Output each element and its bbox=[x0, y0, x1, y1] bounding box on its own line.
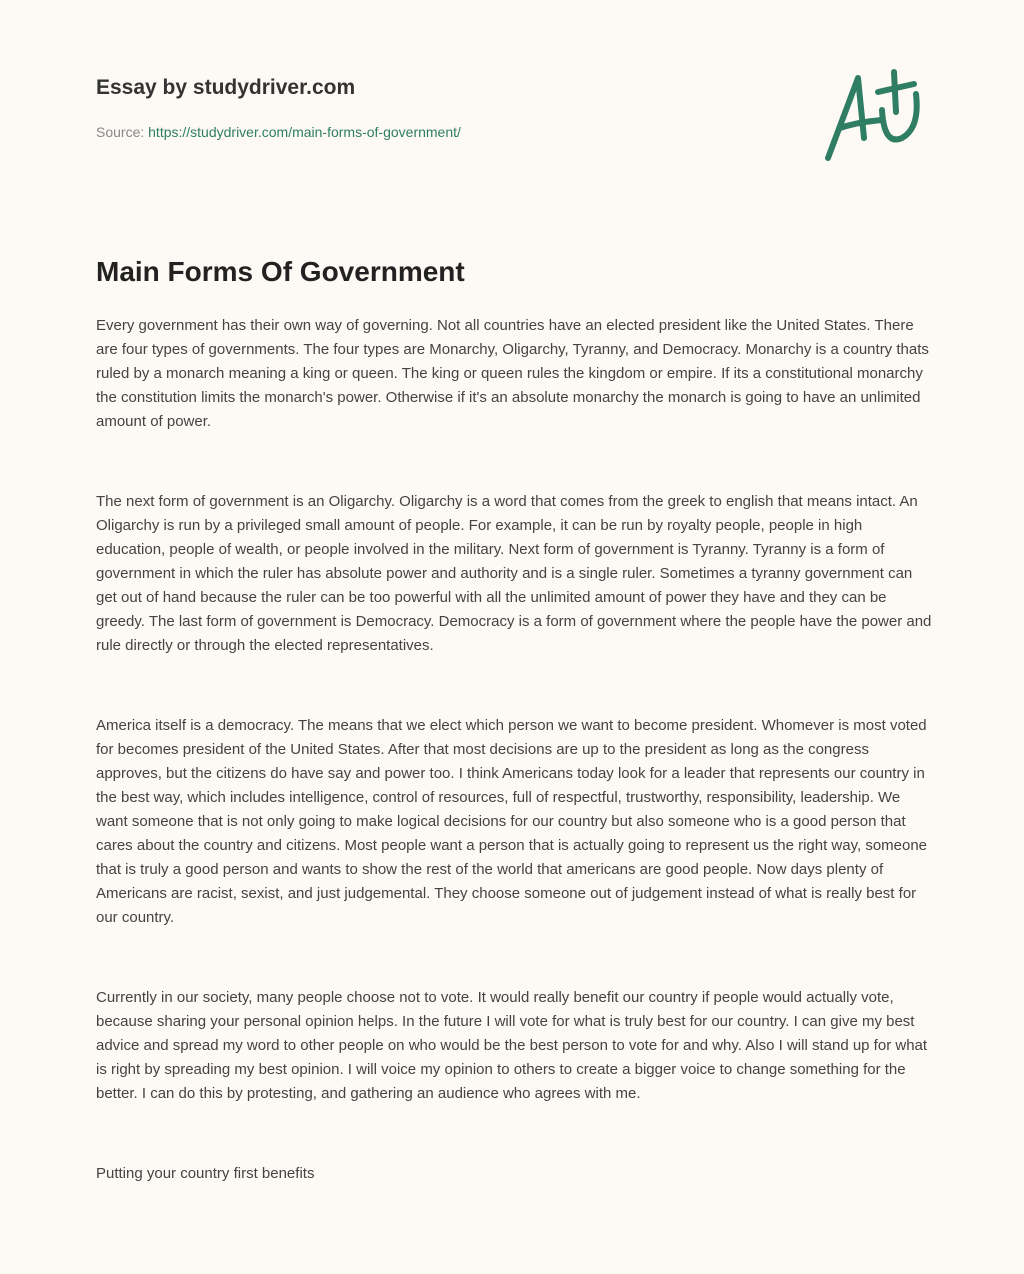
site-title: Essay by studydriver.com bbox=[96, 76, 356, 99]
essay-paragraph: The next form of government is an Oligarchy. Oligarchy is a word that comes from the greek to english that means intact. An Oligarchy is run by a privileged small amount of people. For example, it can be run by royalty people, people in high education, people of wealth, or people involved in the military. Next form of government is Tyranny. Tyranny is a form of government in which the ruler has absolute power and authority and is a single ruler. Sometimes a tyranny government can get out of hand because the ruler can be too powerful with all the unlimited amount of power they have and they can be greedy. The last form of government is Democracy. Democracy is a form of government where the people have the power and rule directly or through the elected representatives. bbox=[96, 493, 932, 654]
essay-paragraph: Putting your country first benefits bbox=[96, 1165, 315, 1182]
source-link[interactable]: https://studydriver.com/main-forms-of-government/ bbox=[148, 124, 461, 140]
essay-body bbox=[96, 314, 932, 1242]
essay-paragraph: America itself is a democracy. The means that we elect which person we want to become president. Whomever is most voted for becomes president of the United States. After that most decisions are up to the president as long as the congress approves, but the citizens do have say and power too. I think Americans today look for a leader that represents our country in the best way, which includes intelligence, control of resources, full of respectful, trustworthy, responsibility, leadership. We want someone that is not only going to make logical decisions for our country but also someone who is a good person that cares about the country and citizens. Most people want a person that is actually going to represent us the right way, someone that is truly a good person and wants to show the rest of the world that americans are good people. Now days plenty of Americans are racist, sexist, and just judgemental. They choose someone out of judgement instead of what is really best for our country. bbox=[96, 717, 928, 926]
source-label: Source: bbox=[96, 124, 145, 140]
essay-paragraph: Every government has their own way of governing. Not all countries have an elected president like the United States. There are four types of governments. The four types are Monarchy, Oligarchy, Tyranny, and Democracy. Monarchy is a country thats ruled by a monarch meaning a king or queen. The king or queen rules the kingdom or empire. If its a constitutional monarchy the constitution limits the monarch's power. Otherwise if it's an absolute monarchy the monarch is going to have an unlimited amount of power. bbox=[96, 317, 929, 430]
source-line bbox=[96, 124, 461, 140]
essay-paragraph: Currently in our society, many people choose not to vote. It would really benefit our country if people would actually vote, because sharing your personal opinion helps. In the future I will vote for what is truly best for our country. I can give my best advice and spread my word to other people on who would be the best person to vote for and why. Also I will stand up for what is right by spreading my best opinion. I will voice my opinion to others to create a bigger voice to change something for the better. I can do this by protesting, and gathering an audience who agrees with me. bbox=[96, 989, 928, 1102]
essay-title: Main Forms Of Government bbox=[96, 256, 465, 287]
a-plus-logo-icon bbox=[818, 66, 930, 166]
